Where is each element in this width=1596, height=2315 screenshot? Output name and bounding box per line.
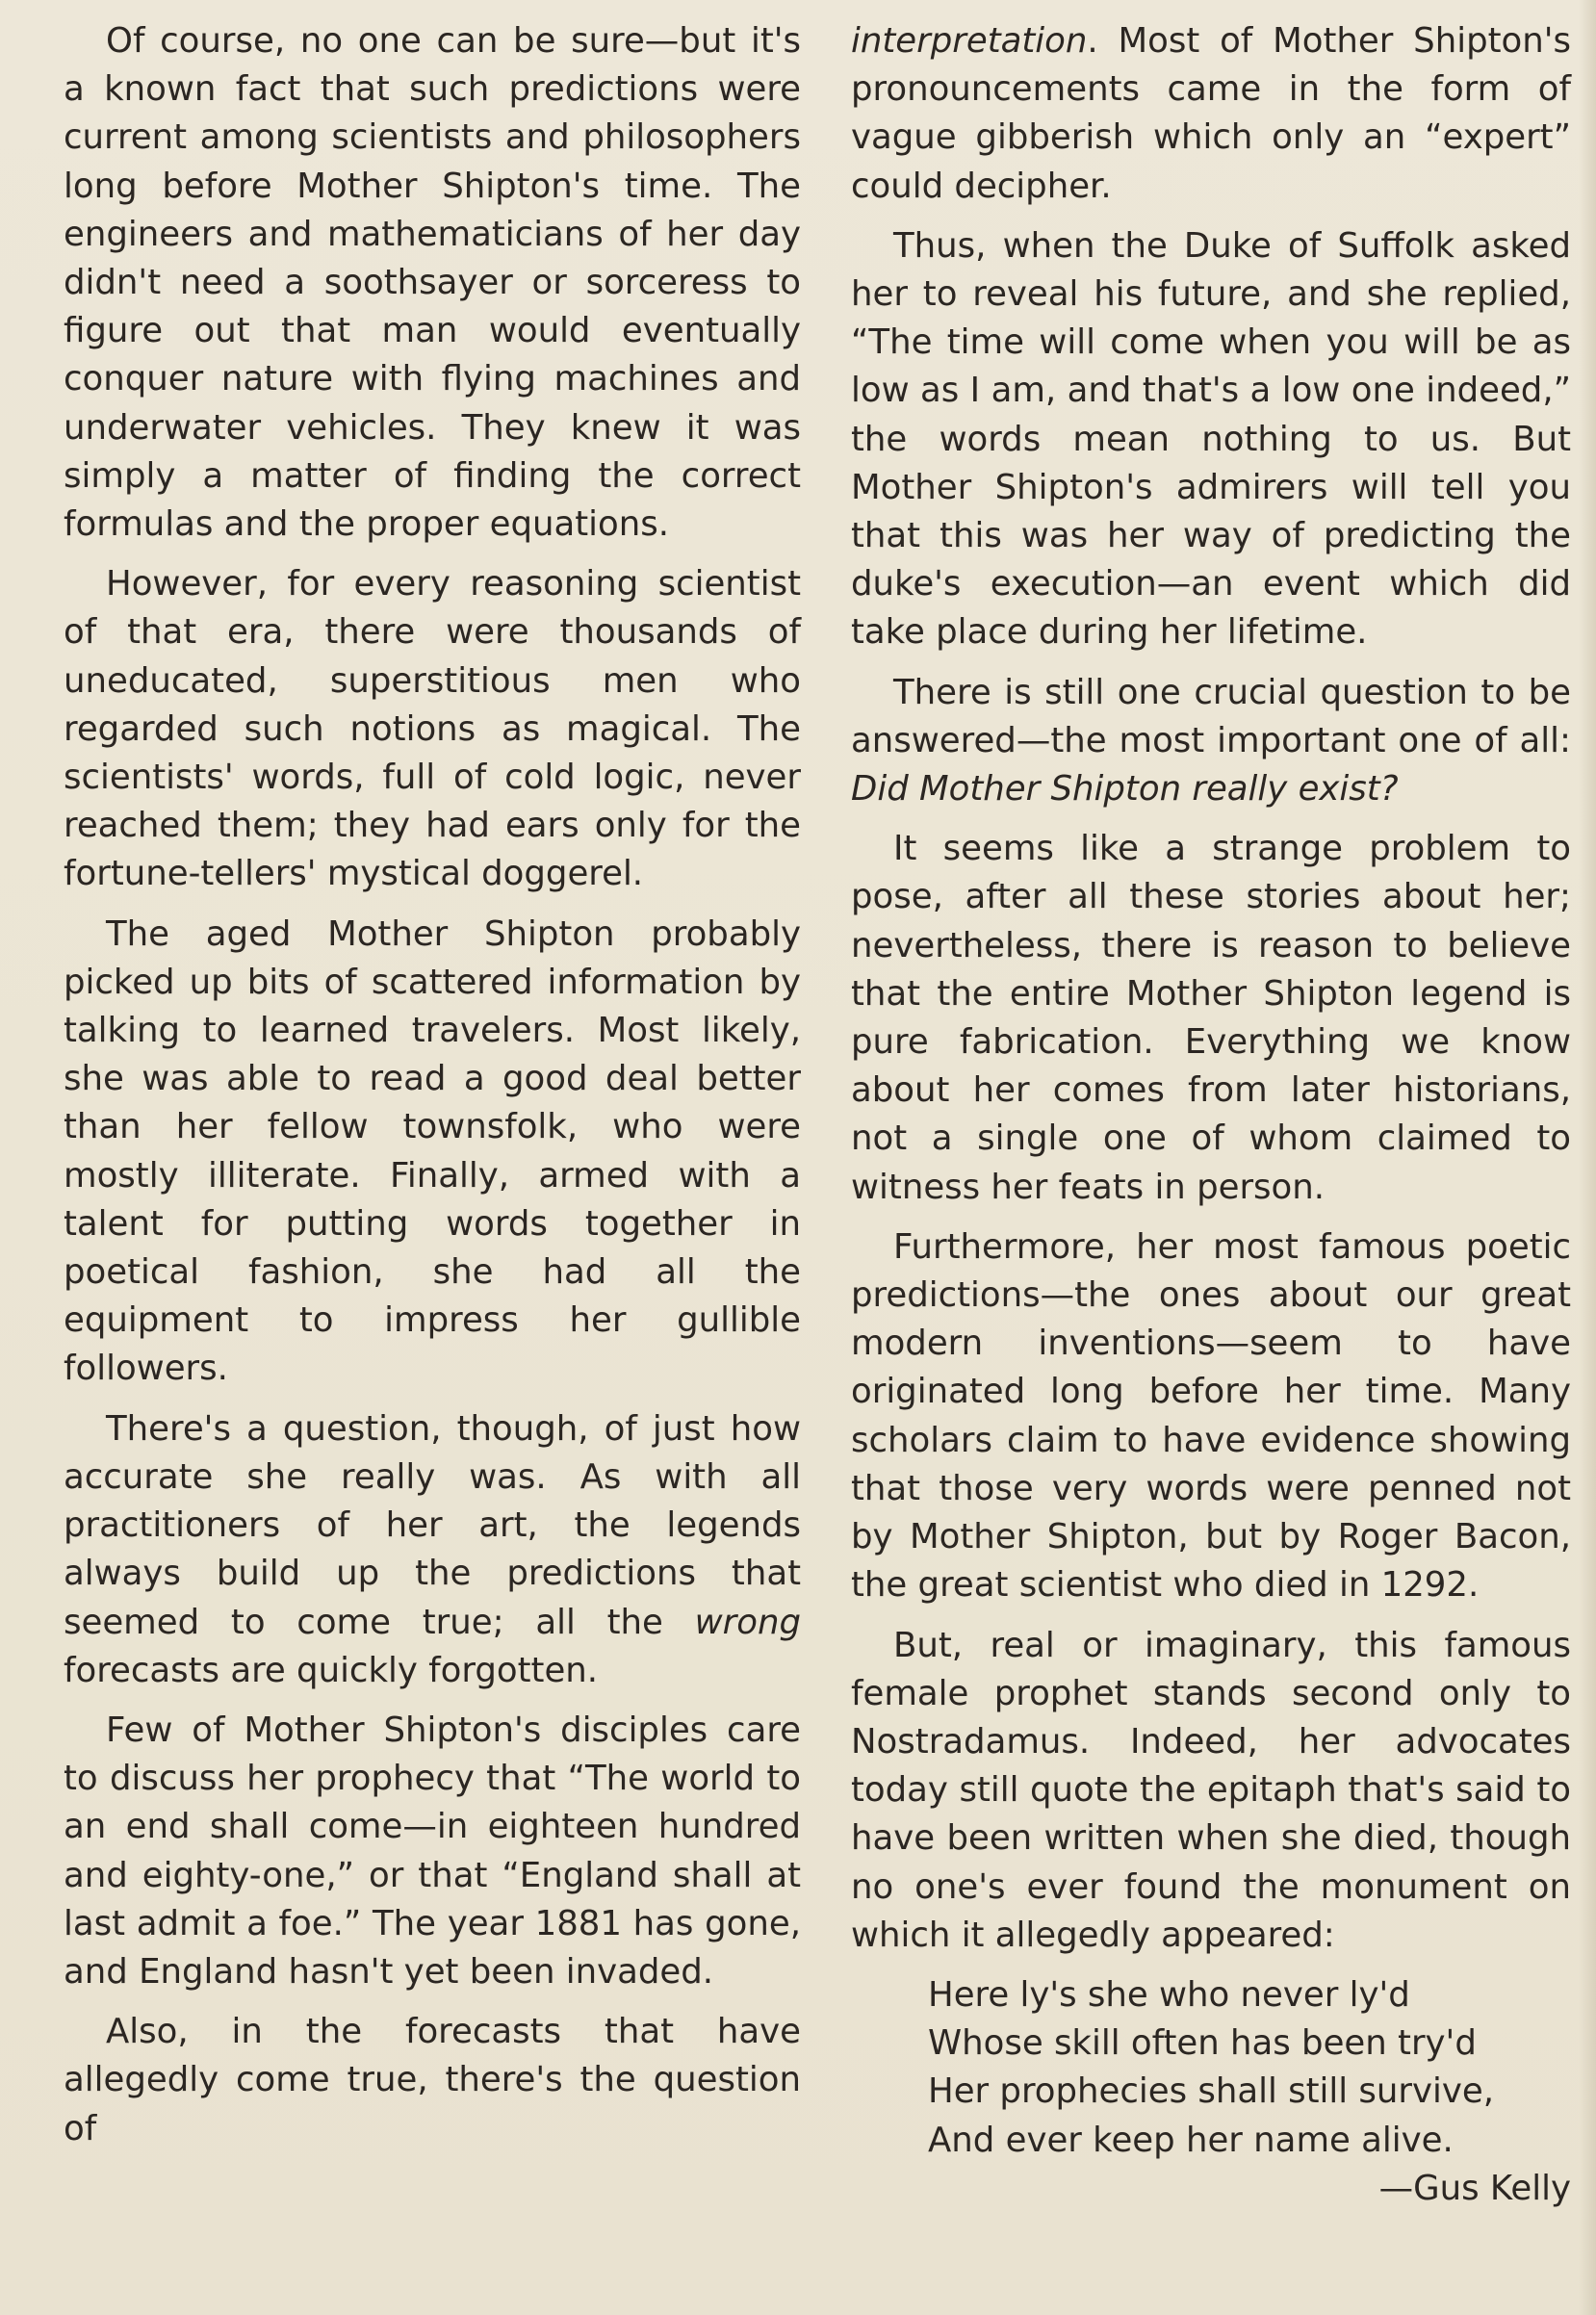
paragraph-right-1-text: . Most of Mother Shipton's pronouncements came in the form of vague gibberish which only an “expert” could decipher.: [851, 21, 1571, 206]
epitaph-line-1: Here ly's she who never ly'd: [928, 1974, 1410, 2015]
epitaph-poem: [928, 1971, 1571, 2165]
paragraph-left-4-text-b: forecasts are quickly forgotten.: [64, 1650, 599, 1690]
paragraph-left-5: Few of Mother Shipton's disciples care to discuss her prophecy that “The world to an end shall come—in eighteen hundred and eighty-one,” or that “England shall at last admit a foe.” The year 1881 has gone, and England hasn't yet been invaded.: [64, 1710, 801, 1992]
epitaph-line-4: And ever keep her name alive.: [928, 2120, 1454, 2160]
paragraph-right-3-text: There is still one crucial question to be answered—the most important one of all:: [851, 672, 1571, 760]
paragraph-left-6: Also, in the forecasts that have allegedly come true, there's the question of: [64, 2012, 801, 2148]
paragraph-right-1: [851, 17, 1571, 211]
paragraph-right-1-emphasis: interpretation: [851, 21, 1088, 61]
paragraph-left-4-text-a: There's a question, though, of just how accurate she really was. As with all practitioners of her art, the legends always build up the predictions that seemed to come true; all the: [64, 1408, 801, 1642]
paragraph-right-2: Thus, when the Duke of Suffolk asked her to reveal his future, and she replied, “The time will come when you will be as low as I am, and that's a low one indeed,” the words mean nothing to us. But Mother Shipton's admirers will tell you that this was her way of predicting the duke's execution—an event which did take place during her lifetime.: [851, 225, 1571, 653]
paragraph-left-4: [64, 1405, 801, 1695]
paragraph-right-4: It seems like a strange problem to pose, after all these stories about her; nevertheless, there is reason to believe that the entire Mother Shipton legend is pure fabrication. Everything we know about her comes from later historians, not a single one of whom claimed to witness her feats in person.: [851, 829, 1571, 1207]
right-column: [851, 17, 1571, 2213]
author-signature: —Gus Kelly: [1378, 2168, 1571, 2208]
paragraph-right-5: Furthermore, her most famous poetic predictions—the ones about our great modern inventions—seem to have originated long before her time. Many scholars claim to have evidence showing that those very words were penned not by Mother Shipton, but by Roger Bacon, the great scientist who died in 1292.: [851, 1226, 1571, 1606]
paragraph-left-3: The aged Mother Shipton probably picked up bits of scattered information by talking to learned travelers. Most likely, she was able to read a good deal better than her fellow townsfolk, who were mostly illiterate. Finally, armed with a talent for putting words together in poetical fashion, she had all the equipment to impress her gullible followers.: [64, 913, 801, 1389]
paragraph-left-2: However, for every reasoning scientist of that era, there were thousands of uneducated, superstitious men who regarded such notions as magical. The scientists' words, full of cold logic, never reached them; they had ears only for the fortune-tellers' mystical doggerel.: [64, 564, 801, 894]
paragraph-left-4-emphasis: wrong: [694, 1602, 801, 1642]
paragraph-right-3: [851, 669, 1571, 814]
paragraph-left-1: Of course, no one can be sure—but it's a known fact that such predictions were current among scientists and philosophers long before Mother Shipton's time. The engineers and mathematicians of her day didn't need a soothsayer or sorceress to figure out that man would eventually conquer nature with flying machines and underwater vehicles. They knew it was simply a matter of finding the correct formulas and the proper equations.: [64, 21, 801, 545]
epitaph-line-2: Whose skill often has been try'd: [928, 2023, 1477, 2064]
page-edge-shadow: [1579, 0, 1596, 2315]
epitaph-line-3: Her prophecies shall still survive,: [928, 2071, 1495, 2112]
left-column: [64, 17, 801, 2153]
paragraph-right-3-emphasis: Did Mother Shipton really exist?: [851, 769, 1399, 810]
paragraph-right-6: But, real or imaginary, this famous female prophet stands second only to Nostradamus. Indeed, her advocates today still quote the epitaph that's said to have been written when she died, though no one's ever found the monument on which it allegedly appeared:: [851, 1625, 1571, 1955]
